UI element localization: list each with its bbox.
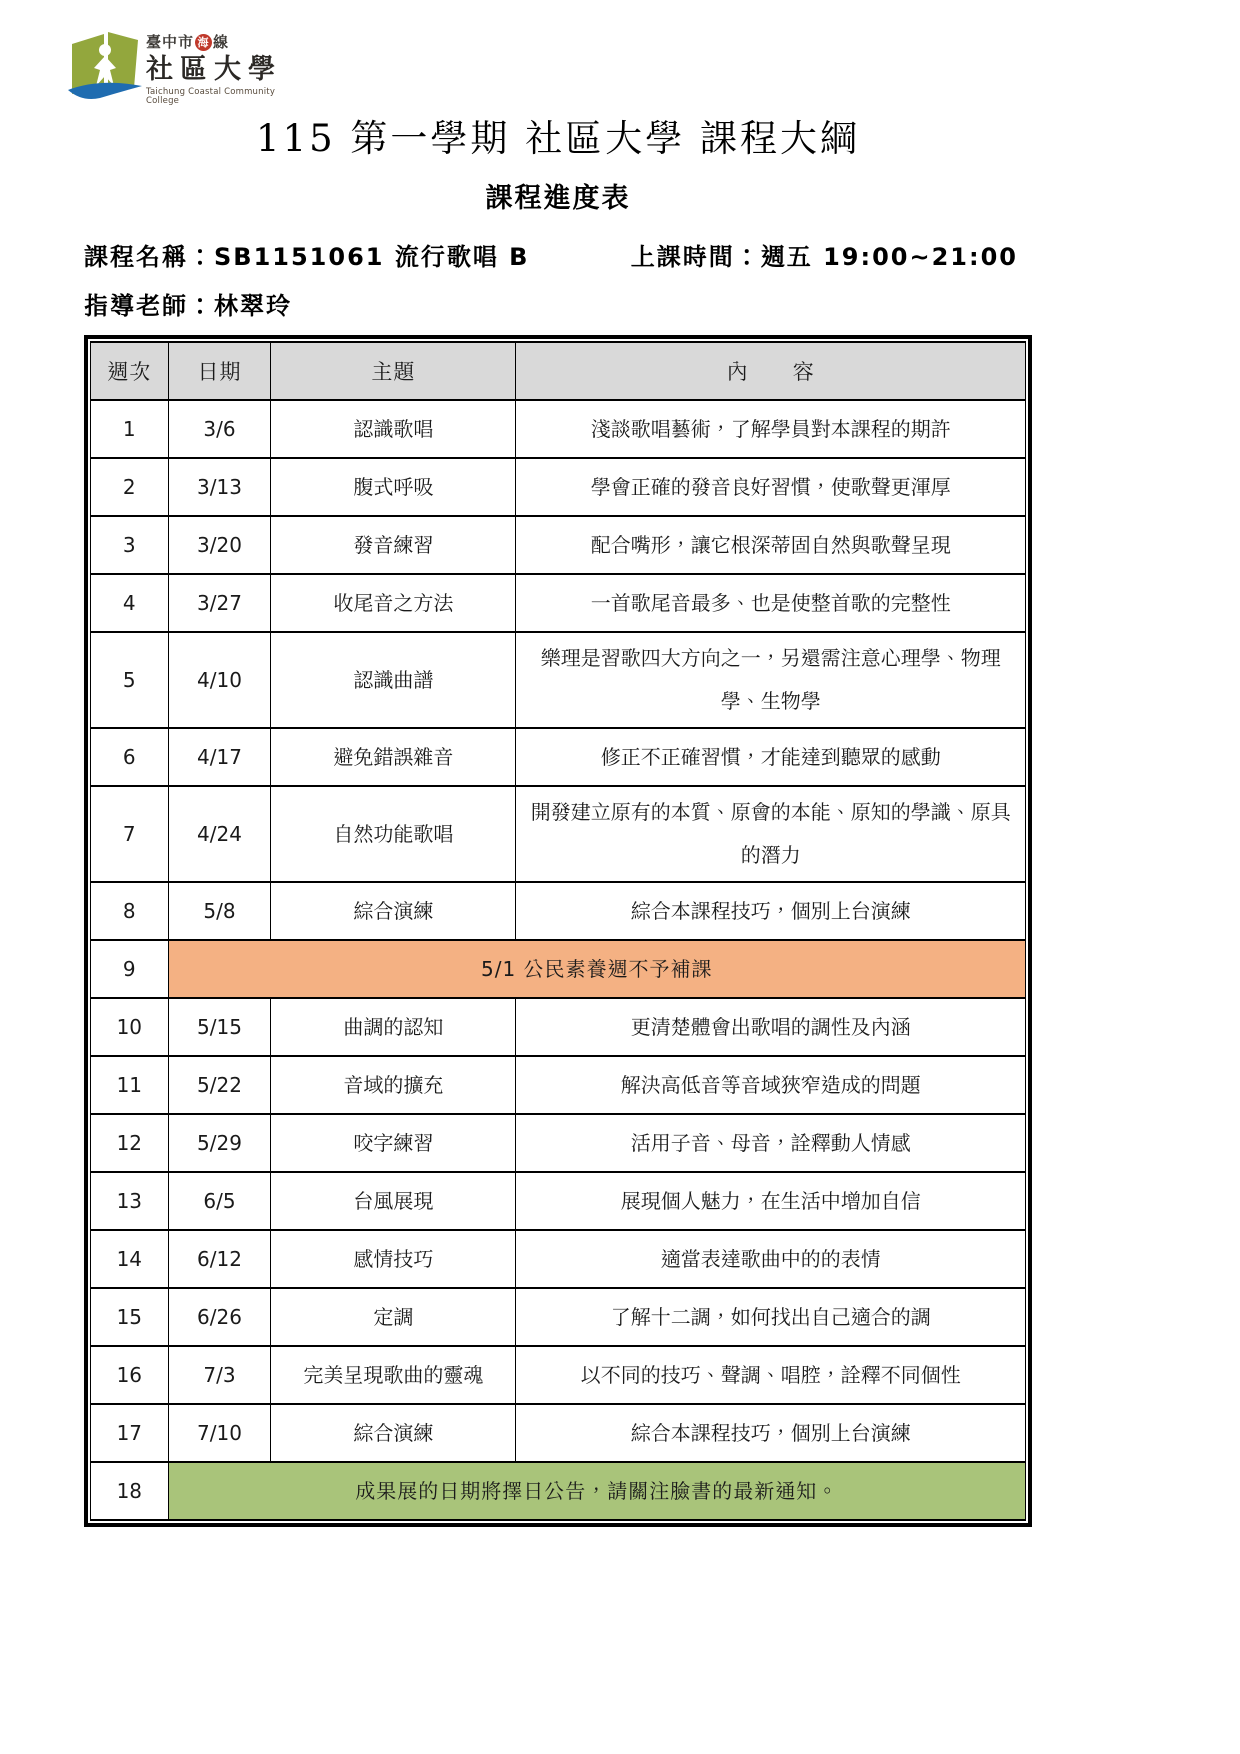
content-cell: 一首歌尾音最多、也是使整首歌的完整性 — [516, 574, 1026, 632]
notice-cell: 5/1 公民素養週不予補課 — [168, 940, 1025, 998]
header-content: 內 容 — [516, 342, 1026, 400]
topic-cell: 自然功能歌唱 — [271, 786, 516, 882]
table-row — [91, 516, 1026, 574]
date-cell: 6/12 — [168, 1230, 271, 1288]
week-cell: 17 — [91, 1404, 169, 1462]
date-cell: 3/27 — [168, 574, 271, 632]
course-meta-row — [84, 237, 1032, 272]
week-cell: 8 — [91, 882, 169, 940]
table-row — [91, 882, 1026, 940]
table-row — [91, 786, 1026, 882]
table-row — [91, 1114, 1026, 1172]
table-row — [91, 1230, 1026, 1288]
topic-cell: 台風展現 — [271, 1172, 516, 1230]
week-cell: 1 — [91, 400, 169, 458]
instructor: 指導老師：林翠玲 — [84, 292, 292, 320]
content-cell: 淺談歌唱藝術，了解學員對本課程的期許 — [516, 400, 1026, 458]
topic-cell: 完美呈現歌曲的靈魂 — [271, 1346, 516, 1404]
table-row — [91, 1172, 1026, 1230]
topic-cell: 發音練習 — [271, 516, 516, 574]
week-cell: 9 — [91, 940, 169, 998]
page-title: 115 第一學期 社區大學 課程大綱 — [256, 117, 860, 160]
content-column — [84, 0, 1032, 1527]
week-cell: 2 — [91, 458, 169, 516]
topic-cell: 綜合演練 — [271, 882, 516, 940]
date-cell: 5/8 — [168, 882, 271, 940]
content-cell: 樂理是習歌四大方向之一，另還需注意心理學、物理學、生物學 — [516, 632, 1026, 728]
table-row — [91, 632, 1026, 728]
week-cell: 15 — [91, 1288, 169, 1346]
content-cell: 以不同的技巧、聲調、唱腔，詮釋不同個性 — [516, 1346, 1026, 1404]
schedule-table-border — [84, 335, 1032, 1527]
topic-cell: 腹式呼吸 — [271, 458, 516, 516]
table-row — [91, 728, 1026, 786]
content-cell: 更清楚體會出歌唱的調性及內涵 — [516, 998, 1026, 1056]
content-cell: 適當表達歌曲中的的表情 — [516, 1230, 1026, 1288]
class-time: 上課時間：週五 19:00~21:00 — [630, 243, 1018, 271]
topic-cell: 曲調的認知 — [271, 998, 516, 1056]
content-cell: 綜合本課程技巧，個別上台演練 — [516, 1404, 1026, 1462]
header-topic: 主題 — [271, 342, 516, 400]
table-row — [91, 1346, 1026, 1404]
content-cell: 活用子音、母音，詮釋動人情感 — [516, 1114, 1026, 1172]
content-cell: 學會正確的發音良好習慣，使歌聲更渾厚 — [516, 458, 1026, 516]
date-cell: 5/15 — [168, 998, 271, 1056]
course-name: 課程名稱：SB1151061 流行歌唱 B — [84, 243, 530, 271]
table-row — [91, 400, 1026, 458]
week-cell: 10 — [91, 998, 169, 1056]
content-cell: 綜合本課程技巧，個別上台演練 — [516, 882, 1026, 940]
table-row — [91, 1288, 1026, 1346]
date-cell: 4/17 — [168, 728, 271, 786]
week-cell: 16 — [91, 1346, 169, 1404]
date-cell: 3/20 — [168, 516, 271, 574]
date-cell: 6/5 — [168, 1172, 271, 1230]
topic-cell: 避免錯誤雜音 — [271, 728, 516, 786]
schedule-table — [90, 341, 1026, 1521]
school-logo-icon — [60, 28, 150, 112]
school-name-prefix: 臺中市 — [146, 33, 195, 51]
date-cell: 4/10 — [168, 632, 271, 728]
week-cell: 5 — [91, 632, 169, 728]
table-row — [91, 1404, 1026, 1462]
header-date: 日期 — [168, 342, 271, 400]
topic-cell: 收尾音之方法 — [271, 574, 516, 632]
table-row — [91, 1462, 1026, 1520]
content-cell: 修正不正確習慣，才能達到聽眾的感動 — [516, 728, 1026, 786]
school-name-suffix: 線 — [213, 33, 230, 51]
week-cell: 11 — [91, 1056, 169, 1114]
seal-icon — [195, 34, 212, 51]
topic-cell: 認識歌唱 — [271, 400, 516, 458]
date-cell: 3/13 — [168, 458, 271, 516]
school-name-main: 社區大學 — [146, 54, 282, 85]
date-cell: 7/3 — [168, 1346, 271, 1404]
table-row — [91, 574, 1026, 632]
content-cell: 開發建立原有的本質、原會的本能、原知的學識、原具的潛力 — [516, 786, 1026, 882]
content-cell: 了解十二調，如何找出自己適合的調 — [516, 1288, 1026, 1346]
week-cell: 4 — [91, 574, 169, 632]
content-cell: 解決高低音等音域狹窄造成的問題 — [516, 1056, 1026, 1114]
school-logo — [60, 28, 300, 112]
topic-cell: 咬字練習 — [271, 1114, 516, 1172]
date-cell: 7/10 — [168, 1404, 271, 1462]
page-subtitle: 課程進度表 — [485, 183, 631, 214]
table-header-row — [91, 342, 1026, 400]
topic-cell: 音域的擴充 — [271, 1056, 516, 1114]
date-cell: 3/6 — [168, 400, 271, 458]
table-row — [91, 458, 1026, 516]
week-cell: 3 — [91, 516, 169, 574]
table-row — [91, 998, 1026, 1056]
week-cell: 14 — [91, 1230, 169, 1288]
week-cell: 13 — [91, 1172, 169, 1230]
date-cell: 5/22 — [168, 1056, 271, 1114]
table-row — [91, 1056, 1026, 1114]
header-week: 週次 — [91, 342, 169, 400]
date-cell: 5/29 — [168, 1114, 271, 1172]
table-row — [91, 940, 1026, 998]
topic-cell: 認識曲譜 — [271, 632, 516, 728]
school-logo-text — [146, 34, 306, 105]
notice-cell: 成果展的日期將擇日公告，請關注臉書的最新通知。 — [168, 1462, 1025, 1520]
school-name-line1 — [146, 34, 306, 51]
school-name-english: Taichung Coastal Community College — [146, 87, 276, 106]
date-cell: 4/24 — [168, 786, 271, 882]
week-cell: 7 — [91, 786, 169, 882]
seal-character: 海 — [197, 36, 210, 49]
topic-cell: 綜合演練 — [271, 1404, 516, 1462]
week-cell: 12 — [91, 1114, 169, 1172]
week-cell: 6 — [91, 728, 169, 786]
topic-cell: 感情技巧 — [271, 1230, 516, 1288]
content-cell: 配合嘴形，讓它根深蒂固自然與歌聲呈現 — [516, 516, 1026, 574]
content-cell: 展現個人魅力，在生活中增加自信 — [516, 1172, 1026, 1230]
date-cell: 6/26 — [168, 1288, 271, 1346]
week-cell: 18 — [91, 1462, 169, 1520]
topic-cell: 定調 — [271, 1288, 516, 1346]
